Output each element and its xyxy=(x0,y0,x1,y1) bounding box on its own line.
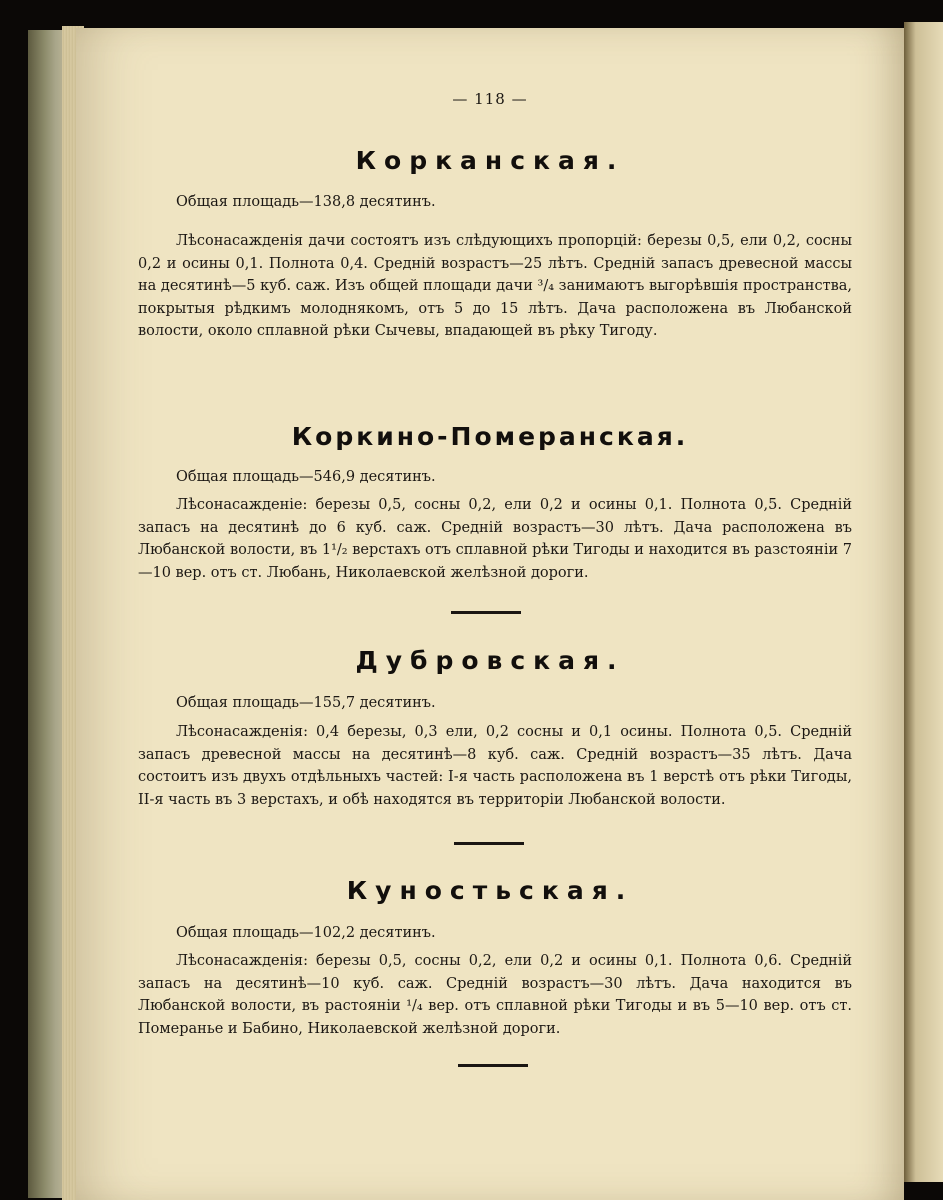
section-description: Лѣсонасажденія дачи состоятъ изъ слѣдующихъ пропорцій: березы 0,5, ели 0,2, сосны 0,2 и осины 0,1. Полнота 0,4. Средній возрастъ—25 лѣтъ. Средній запасъ древесной массы на десятинѣ—5 куб. саж. Изъ общей площади дачи ³/₄ занимаютъ выгорѣвшія пространства, покрытыя рѣдкимъ молоднякомъ, отъ 5 до 15 лѣтъ. Дача расположена въ Любанской волости, около сплавной рѣки Сычевы, впадающей въ рѣку Тигоду. xyxy=(138,233,853,340)
book-page xyxy=(76,28,904,1200)
section-divider xyxy=(451,611,521,614)
section-description: Лѣсонасажденія: 0,4 березы, 0,3 ели, 0,2 сосны и 0,1 осины. Полнота 0,5. Средній запасъ древесной массы на десятинѣ—8 куб. саж. Средній возрастъ—35 лѣтъ. Дача состоитъ изъ двухъ отдѣльныхъ частей: I-я часть расположена въ 1 верстѣ отъ рѣки Тигоды, II-я часть въ 3 верстахъ, и обѣ находятся въ территоріи Любанской волости. xyxy=(138,724,852,808)
section-area: Общая площадь—138,8 десятинъ. xyxy=(176,194,436,210)
facing-page-edge xyxy=(904,22,943,1182)
section-title-korkanskaya: Корканская. xyxy=(355,146,625,175)
section-title-dubrovskaya: Дубровская. xyxy=(355,646,625,675)
page-number: — 118 — xyxy=(452,90,528,108)
section-area: Общая площадь—155,7 десятинъ. xyxy=(176,695,436,711)
section-divider xyxy=(458,1064,528,1067)
section-divider xyxy=(454,842,524,845)
section-area: Общая площадь—546,9 десятинъ. xyxy=(176,469,436,485)
section-area: Общая площадь—102,2 десятинъ. xyxy=(176,925,436,941)
section-description: Лѣсонасажденіе: березы 0,5, сосны 0,2, ели 0,2 и осины 0,1. Полнота 0,5. Средній запасъ на десятинѣ до 6 куб. саж. Средній возрастъ—30 лѣтъ. Дача расположена въ Любанской волости, въ 1¹/₂ верстахъ отъ сплавной рѣки Тигоды и находится въ разстояніи 7—10 вер. отъ ст. Любань, Николаевской желѣзной дороги. xyxy=(138,497,852,581)
section-title-kunostskaya: Куностьская. xyxy=(346,876,634,905)
section-title-korkino-pomeranskaya: Коркино-Померанская. xyxy=(291,422,689,451)
section-description: Лѣсонасажденія: березы 0,5, сосны 0,2, ели 0,2 и осины 0,1. Полнота 0,6. Средній запасъ на десятинѣ—10 куб. саж. Средній возрастъ—30 лѣтъ. Дача находится въ Любанской волости, въ растояніи ¹/₄ вер. отъ сплавной рѣки Тигоды и въ 5—10 вер. отъ ст. Померанье и Бабино, Николаевской желѣзной дороги. xyxy=(138,953,852,1037)
